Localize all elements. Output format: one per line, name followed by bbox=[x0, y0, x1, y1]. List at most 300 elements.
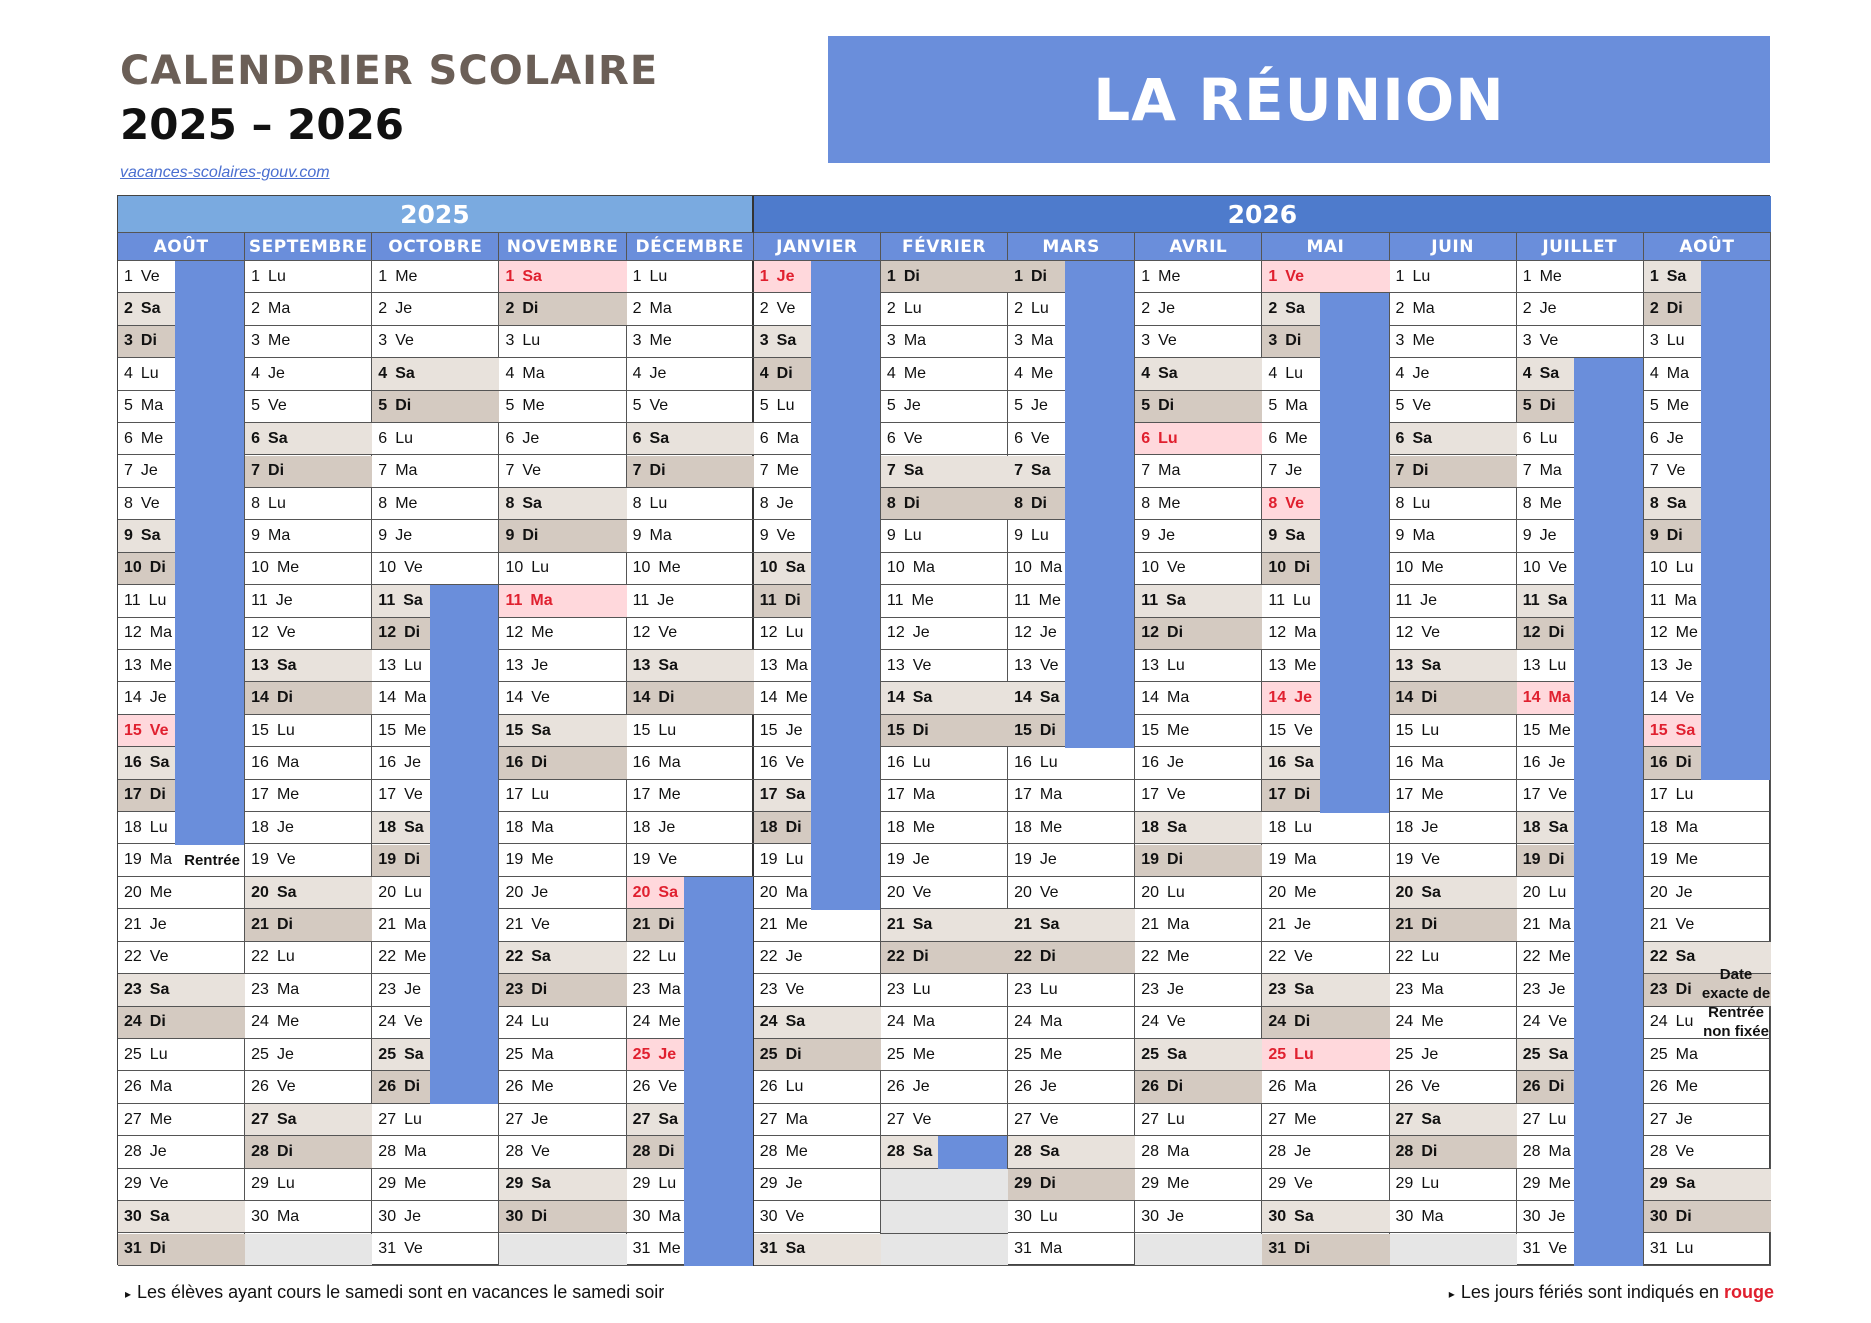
day-cell: 10 Di bbox=[1262, 553, 1319, 585]
day-cell: 29 Me bbox=[1135, 1169, 1262, 1201]
day-cell: 23 Ve bbox=[754, 974, 881, 1006]
empty-day-cell bbox=[499, 1234, 626, 1266]
day-cell: 13 Me bbox=[118, 650, 175, 682]
day-cell: 5 Je bbox=[881, 391, 1008, 423]
day-cell: 14 Ve bbox=[1644, 682, 1701, 714]
day-cell: 3 Me bbox=[1390, 326, 1517, 358]
day-cell: 30 Ma bbox=[1390, 1201, 1517, 1233]
day-cell: 8 Ve bbox=[118, 488, 175, 520]
vacation-band bbox=[1574, 553, 1643, 586]
day-cell: 11 Sa bbox=[372, 585, 429, 617]
day-cell: 31 Me bbox=[627, 1234, 684, 1266]
day-cell: 27 Ma bbox=[754, 1104, 881, 1136]
vacation-band bbox=[175, 715, 244, 748]
day-cell: 27 Je bbox=[1644, 1104, 1771, 1136]
day-cell: 8 Lu bbox=[245, 488, 372, 520]
day-cell: 27 Sa bbox=[245, 1104, 372, 1136]
day-cell: 22 Ve bbox=[1262, 942, 1389, 974]
vacation-band bbox=[811, 845, 880, 878]
day-cell: 19 Di bbox=[1517, 845, 1574, 877]
day-cell: 25 Ma bbox=[1644, 1039, 1771, 1071]
day-cell: 3 Ma bbox=[881, 326, 1008, 358]
day-cell: 13 Lu bbox=[1135, 650, 1262, 682]
day-cell: 28 Di bbox=[627, 1136, 684, 1168]
day-cell: 9 Je bbox=[1135, 520, 1262, 552]
vacation-band bbox=[430, 877, 499, 910]
day-cell: 17 Ma bbox=[1008, 780, 1135, 812]
day-cell: 8 Sa bbox=[499, 488, 626, 520]
source-link[interactable]: vacances-scolaires-gouv.com bbox=[120, 164, 330, 181]
day-cell: 20 Lu bbox=[1135, 877, 1262, 909]
day-cell: 28 Me bbox=[754, 1136, 881, 1168]
footer-note-holidays: ▸ Les jours fériés sont indiqués en rouge bbox=[1448, 1282, 1774, 1302]
day-cell: 13 Ve bbox=[881, 650, 1008, 682]
vacation-band bbox=[811, 585, 880, 618]
day-cell: 29 Sa bbox=[499, 1169, 626, 1201]
day-cell: 12 Ve bbox=[1390, 618, 1517, 650]
day-cell: 19 Di bbox=[372, 845, 429, 877]
day-cell: 25 Me bbox=[881, 1039, 1008, 1071]
day-cell: 8 Lu bbox=[627, 488, 754, 520]
day-cell: 25 Je bbox=[627, 1039, 684, 1071]
vacation-band bbox=[1574, 488, 1643, 521]
day-cell: 22 Di bbox=[1008, 942, 1135, 974]
vacation-band bbox=[175, 293, 244, 326]
day-cell: 22 Lu bbox=[245, 942, 372, 974]
month-header: SEPTEMBRE bbox=[245, 233, 372, 261]
day-cell: 2 Je bbox=[1517, 293, 1644, 325]
day-cell: 16 Di bbox=[1644, 747, 1701, 779]
vacation-band bbox=[430, 585, 499, 618]
day-cell: 7 Di bbox=[1390, 456, 1517, 488]
vacation-band bbox=[811, 358, 880, 391]
day-cell: 22 Me bbox=[372, 942, 429, 974]
day-cell: 23 Lu bbox=[1008, 974, 1135, 1006]
rentree-note: Date exacte de Rentrée non fixée bbox=[1701, 965, 1771, 1040]
vacation-band bbox=[684, 1136, 753, 1169]
day-cell: 14 Je bbox=[118, 682, 175, 714]
day-cell: 22 Sa bbox=[1644, 942, 1771, 974]
day-cell: 23 Ma bbox=[627, 974, 684, 1006]
day-cell: 18 Ma bbox=[1644, 812, 1771, 844]
day-cell: 26 Lu bbox=[754, 1071, 881, 1103]
vacation-band bbox=[1701, 391, 1770, 424]
vacation-band bbox=[684, 1039, 753, 1072]
day-cell: 26 Di bbox=[1517, 1071, 1574, 1103]
day-cell: 28 Je bbox=[118, 1136, 245, 1168]
month-header: JANVIER bbox=[754, 233, 881, 261]
day-cell: 25 Sa bbox=[1517, 1039, 1574, 1071]
day-cell: 19 Di bbox=[1135, 845, 1262, 877]
vacation-band bbox=[1065, 682, 1134, 715]
month-column bbox=[1644, 261, 1771, 1266]
year-header-2025: 2025 bbox=[118, 196, 754, 233]
empty-day-cell bbox=[881, 1234, 1008, 1266]
day-cell: 18 Je bbox=[245, 812, 372, 844]
day-cell: 24 Sa bbox=[754, 1007, 881, 1039]
day-cell: 13 Je bbox=[1644, 650, 1701, 682]
day-cell: 24 Di bbox=[1262, 1007, 1389, 1039]
day-cell: 23 Je bbox=[1517, 974, 1574, 1006]
day-cell: 26 Me bbox=[499, 1071, 626, 1103]
day-cell: 20 Me bbox=[1262, 877, 1389, 909]
vacation-band bbox=[1320, 326, 1389, 359]
day-cell: 11 Je bbox=[1390, 585, 1517, 617]
vacation-band bbox=[1320, 520, 1389, 553]
day-cell: 8 Ve bbox=[1262, 488, 1319, 520]
day-cell: 17 Di bbox=[1262, 780, 1319, 812]
vacation-band bbox=[430, 715, 499, 748]
day-cell: 18 Sa bbox=[372, 812, 429, 844]
day-cell: 26 Di bbox=[372, 1071, 429, 1103]
day-cell: 22 Me bbox=[1135, 942, 1262, 974]
vacation-band bbox=[1065, 456, 1134, 489]
day-cell: 4 Ma bbox=[499, 358, 626, 390]
vacation-band bbox=[1574, 618, 1643, 651]
vacation-band bbox=[938, 1136, 1007, 1169]
vacation-band bbox=[1701, 715, 1770, 748]
vacation-band bbox=[1701, 261, 1770, 294]
day-cell: 11 Je bbox=[627, 585, 754, 617]
vacation-band bbox=[811, 877, 880, 910]
day-cell: 17 Lu bbox=[499, 780, 626, 812]
day-cell: 5 Ve bbox=[627, 391, 754, 423]
vacation-band bbox=[1574, 1169, 1643, 1202]
day-cell: 9 Sa bbox=[1262, 520, 1319, 552]
day-cell: 24 Me bbox=[1390, 1007, 1517, 1039]
day-cell: 31 Ve bbox=[372, 1234, 499, 1266]
day-cell: 2 Ma bbox=[627, 293, 754, 325]
day-cell: 21 Sa bbox=[881, 909, 1008, 941]
day-cell: 27 Lu bbox=[1517, 1104, 1574, 1136]
day-cell: 5 Me bbox=[1644, 391, 1701, 423]
vacation-band bbox=[430, 682, 499, 715]
day-cell: 15 Me bbox=[1517, 715, 1574, 747]
vacation-band bbox=[1320, 747, 1389, 780]
day-cell: 24 Me bbox=[627, 1007, 684, 1039]
vacation-band bbox=[430, 909, 499, 942]
day-cell: 22 Me bbox=[1517, 942, 1574, 974]
month-header: DÉCEMBRE bbox=[627, 233, 754, 261]
day-cell: 15 Di bbox=[1008, 715, 1065, 747]
day-cell: 16 Je bbox=[372, 747, 429, 779]
day-cell: 29 Lu bbox=[245, 1169, 372, 1201]
day-cell: 19 Me bbox=[499, 845, 626, 877]
day-cell: 20 Ma bbox=[754, 877, 811, 909]
day-cell: 2 Ma bbox=[245, 293, 372, 325]
day-cell: 21 Ma bbox=[1135, 909, 1262, 941]
day-cell: 17 Ma bbox=[881, 780, 1008, 812]
day-cell: 9 Lu bbox=[1008, 520, 1065, 552]
day-cell: 19 Ma bbox=[118, 845, 245, 877]
day-cell: 14 Ma bbox=[1517, 682, 1574, 714]
day-cell: 28 Sa bbox=[881, 1136, 938, 1168]
day-cell: 10 Me bbox=[1390, 553, 1517, 585]
day-cell: 17 Me bbox=[1390, 780, 1517, 812]
day-cell: 13 Sa bbox=[627, 650, 754, 682]
day-cell: 11 Je bbox=[245, 585, 372, 617]
day-cell: 30 Ve bbox=[754, 1201, 881, 1233]
day-cell: 1 Ve bbox=[1262, 261, 1389, 293]
day-cell: 27 Me bbox=[1262, 1104, 1389, 1136]
vacation-band bbox=[684, 1169, 753, 1202]
vacation-band bbox=[1574, 682, 1643, 715]
day-cell: 31 Ve bbox=[1517, 1234, 1574, 1266]
vacation-band bbox=[175, 358, 244, 391]
vacation-band bbox=[175, 747, 244, 780]
vacation-band bbox=[1701, 682, 1770, 715]
vacation-band bbox=[1574, 845, 1643, 878]
day-cell: 18 Je bbox=[627, 812, 754, 844]
vacation-band bbox=[811, 682, 880, 715]
day-cell: 22 Je bbox=[754, 942, 881, 974]
day-cell: 21 Di bbox=[245, 909, 372, 941]
day-cell: 10 Ma bbox=[1008, 553, 1065, 585]
day-cell: 2 Lu bbox=[881, 293, 1008, 325]
day-cell: 9 Lu bbox=[881, 520, 1008, 552]
day-cell: 4 Je bbox=[245, 358, 372, 390]
vacation-band bbox=[1320, 423, 1389, 456]
day-cell: 30 Je bbox=[372, 1201, 499, 1233]
vacation-band bbox=[811, 553, 880, 586]
day-cell: 26 Je bbox=[1008, 1071, 1135, 1103]
day-cell: 25 Di bbox=[754, 1039, 881, 1071]
day-cell: 13 Ve bbox=[1008, 650, 1065, 682]
vacation-band bbox=[1320, 715, 1389, 748]
day-cell: 11 Me bbox=[881, 585, 1008, 617]
month-column bbox=[118, 261, 245, 1266]
day-cell: 5 Ve bbox=[1390, 391, 1517, 423]
day-cell: 28 Ma bbox=[1517, 1136, 1574, 1168]
month-column bbox=[1008, 261, 1135, 1266]
day-cell: 14 Ma bbox=[1135, 682, 1262, 714]
day-cell: 21 Sa bbox=[1008, 909, 1135, 941]
day-cell: 24 Ma bbox=[1008, 1007, 1135, 1039]
day-cell: 23 Ma bbox=[245, 974, 372, 1006]
vacation-band bbox=[811, 391, 880, 424]
vacation-band bbox=[1320, 585, 1389, 618]
empty-day-cell bbox=[881, 1201, 1008, 1233]
vacation-band bbox=[811, 715, 880, 748]
day-cell: 26 Di bbox=[1135, 1071, 1262, 1103]
day-cell: 29 Je bbox=[754, 1169, 881, 1201]
day-cell: 3 Ve bbox=[1517, 326, 1644, 358]
vacation-band bbox=[811, 326, 880, 359]
day-cell: 16 Je bbox=[1135, 747, 1262, 779]
vacation-band bbox=[1065, 326, 1134, 359]
vacation-band bbox=[1574, 358, 1643, 391]
day-cell: 1 Je bbox=[754, 261, 811, 293]
day-cell: 11 Sa bbox=[1517, 585, 1574, 617]
vacation-band bbox=[1320, 650, 1389, 683]
vacation-band bbox=[1701, 747, 1770, 780]
vacation-band bbox=[684, 877, 753, 910]
day-cell: 13 Lu bbox=[1517, 650, 1574, 682]
day-cell: 20 Je bbox=[499, 877, 626, 909]
day-cell: 21 Di bbox=[627, 909, 684, 941]
vacation-band bbox=[1701, 358, 1770, 391]
day-cell: 26 Ve bbox=[627, 1071, 684, 1103]
month-header: OCTOBRE bbox=[372, 233, 499, 261]
day-cell: 10 Ve bbox=[1135, 553, 1262, 585]
day-cell: 18 Me bbox=[1008, 812, 1135, 844]
day-cell: 3 Me bbox=[627, 326, 754, 358]
day-cell: 17 Di bbox=[118, 780, 175, 812]
year-header-2026: 2026 bbox=[754, 196, 1771, 233]
day-cell: 15 Ve bbox=[118, 715, 175, 747]
day-cell: 25 Je bbox=[245, 1039, 372, 1071]
day-cell: 16 Sa bbox=[1262, 747, 1319, 779]
month-column bbox=[1390, 261, 1517, 1266]
day-cell: 16 Sa bbox=[118, 747, 175, 779]
day-cell: 24 Lu bbox=[1644, 1007, 1771, 1039]
day-cell: 18 Me bbox=[881, 812, 1008, 844]
day-cell: 15 Sa bbox=[1644, 715, 1701, 747]
vacation-band bbox=[684, 909, 753, 942]
vacation-band bbox=[430, 974, 499, 1007]
day-cell: 15 Je bbox=[754, 715, 811, 747]
day-cell: 30 Di bbox=[1644, 1201, 1771, 1233]
day-cell: 31 Lu bbox=[1644, 1234, 1771, 1266]
day-cell: 2 Je bbox=[372, 293, 499, 325]
day-cell: 4 Me bbox=[881, 358, 1008, 390]
day-cell: 20 Lu bbox=[372, 877, 429, 909]
vacation-band bbox=[175, 423, 244, 456]
day-cell: 16 Ve bbox=[754, 747, 811, 779]
vacation-band bbox=[1320, 780, 1389, 813]
vacation-band bbox=[1574, 1104, 1643, 1137]
vacation-band bbox=[1574, 715, 1643, 748]
day-cell: 2 Di bbox=[499, 293, 626, 325]
day-cell: 21 Di bbox=[1390, 909, 1517, 941]
day-cell: 16 Lu bbox=[1008, 747, 1135, 779]
day-cell: 14 Ma bbox=[372, 682, 429, 714]
vacation-band bbox=[1065, 715, 1134, 748]
day-cell: 5 Ma bbox=[118, 391, 175, 423]
day-cell: 23 Di bbox=[499, 974, 626, 1006]
day-cell: 4 Ma bbox=[1644, 358, 1701, 390]
day-cell: 6 Ve bbox=[881, 423, 1008, 455]
day-cell: 6 Lu bbox=[1135, 423, 1262, 455]
vacation-band bbox=[175, 780, 244, 813]
day-cell: 14 Ve bbox=[499, 682, 626, 714]
day-cell: 5 Ma bbox=[1262, 391, 1319, 423]
vacation-band bbox=[175, 682, 244, 715]
day-cell: 14 Di bbox=[627, 682, 754, 714]
day-cell: 7 Ve bbox=[1644, 456, 1701, 488]
day-cell: 5 Di bbox=[372, 391, 499, 423]
day-cell: 27 Lu bbox=[1135, 1104, 1262, 1136]
vacation-band bbox=[811, 423, 880, 456]
day-cell: 10 Lu bbox=[1644, 553, 1701, 585]
day-cell: 26 Ma bbox=[118, 1071, 245, 1103]
day-cell: 12 Ve bbox=[627, 618, 754, 650]
month-header: AOÛT bbox=[118, 233, 245, 261]
day-cell: 27 Ve bbox=[1008, 1104, 1135, 1136]
day-cell: 19 Ve bbox=[1390, 845, 1517, 877]
day-cell: 11 Ma bbox=[1644, 585, 1701, 617]
vacation-band bbox=[430, 812, 499, 845]
day-cell: 25 Lu bbox=[118, 1039, 245, 1071]
month-header: JUIN bbox=[1390, 233, 1517, 261]
empty-day-cell bbox=[881, 1169, 1008, 1201]
day-cell: 13 Lu bbox=[372, 650, 429, 682]
day-cell: 9 Je bbox=[372, 520, 499, 552]
day-cell: 30 Di bbox=[499, 1201, 626, 1233]
calendar-title: CALENDRIER SCOLAIRE bbox=[120, 48, 659, 94]
month-header: AOÛT bbox=[1644, 233, 1771, 261]
day-cell: 10 Sa bbox=[754, 553, 811, 585]
footer-note-saturday: ▸ Les élèves ayant cours le samedi sont en vacances le samedi soir bbox=[125, 1282, 665, 1302]
day-cell: 9 Ma bbox=[627, 520, 754, 552]
vacation-band bbox=[1320, 488, 1389, 521]
day-cell: 13 Sa bbox=[245, 650, 372, 682]
day-cell: 18 Sa bbox=[1135, 812, 1262, 844]
day-cell: 24 Ve bbox=[1517, 1007, 1574, 1039]
day-cell: 25 Lu bbox=[1262, 1039, 1389, 1071]
month-header: MARS bbox=[1008, 233, 1135, 261]
month-column bbox=[627, 261, 754, 1266]
vacation-band bbox=[811, 812, 880, 845]
vacation-band bbox=[1701, 618, 1770, 651]
day-cell: 10 Me bbox=[627, 553, 754, 585]
day-cell: 4 Lu bbox=[1262, 358, 1319, 390]
day-cell: 17 Me bbox=[627, 780, 754, 812]
day-cell: 7 Je bbox=[1262, 456, 1319, 488]
day-cell: 31 Di bbox=[118, 1234, 245, 1266]
day-cell: 17 Ve bbox=[372, 780, 429, 812]
day-cell: 1 Me bbox=[372, 261, 499, 293]
day-cell: 20 Sa bbox=[245, 877, 372, 909]
day-cell: 1 Di bbox=[1008, 261, 1065, 293]
day-cell: 4 Me bbox=[1008, 358, 1065, 390]
day-cell: 14 Je bbox=[1262, 682, 1319, 714]
day-cell: 15 Lu bbox=[245, 715, 372, 747]
vacation-band bbox=[684, 974, 753, 1007]
day-cell: 8 Di bbox=[881, 488, 1008, 520]
day-cell: 1 Me bbox=[1517, 261, 1644, 293]
day-cell: 18 Ma bbox=[499, 812, 626, 844]
day-cell: 21 Ma bbox=[1517, 909, 1574, 941]
vacation-band bbox=[1574, 942, 1643, 975]
day-cell: 30 Lu bbox=[1008, 1201, 1135, 1233]
day-cell: 6 Ve bbox=[1008, 423, 1065, 455]
day-cell: 22 Lu bbox=[1390, 942, 1517, 974]
vacation-band bbox=[1701, 456, 1770, 489]
day-cell: 30 Ma bbox=[627, 1201, 684, 1233]
day-cell: 8 Me bbox=[1517, 488, 1574, 520]
vacation-band bbox=[1701, 650, 1770, 683]
month-header: FÉVRIER bbox=[881, 233, 1008, 261]
vacation-band bbox=[430, 845, 499, 878]
day-cell: 19 Ma bbox=[1262, 845, 1389, 877]
vacation-band bbox=[811, 520, 880, 553]
day-cell: 26 Ma bbox=[1262, 1071, 1389, 1103]
vacation-band bbox=[1574, 1136, 1643, 1169]
vacation-band bbox=[1320, 553, 1389, 586]
day-cell: 7 Ma bbox=[372, 456, 499, 488]
day-cell: 17 Ve bbox=[1135, 780, 1262, 812]
vacation-band bbox=[1574, 391, 1643, 424]
day-cell: 16 Ma bbox=[245, 747, 372, 779]
day-cell: 14 Sa bbox=[1008, 682, 1065, 714]
day-cell: 31 Sa bbox=[754, 1234, 881, 1266]
month-column bbox=[499, 261, 626, 1266]
vacation-band bbox=[1065, 553, 1134, 586]
day-cell: 5 Di bbox=[1517, 391, 1574, 423]
day-cell: 11 Ma bbox=[499, 585, 626, 617]
day-cell: 28 Je bbox=[1262, 1136, 1389, 1168]
